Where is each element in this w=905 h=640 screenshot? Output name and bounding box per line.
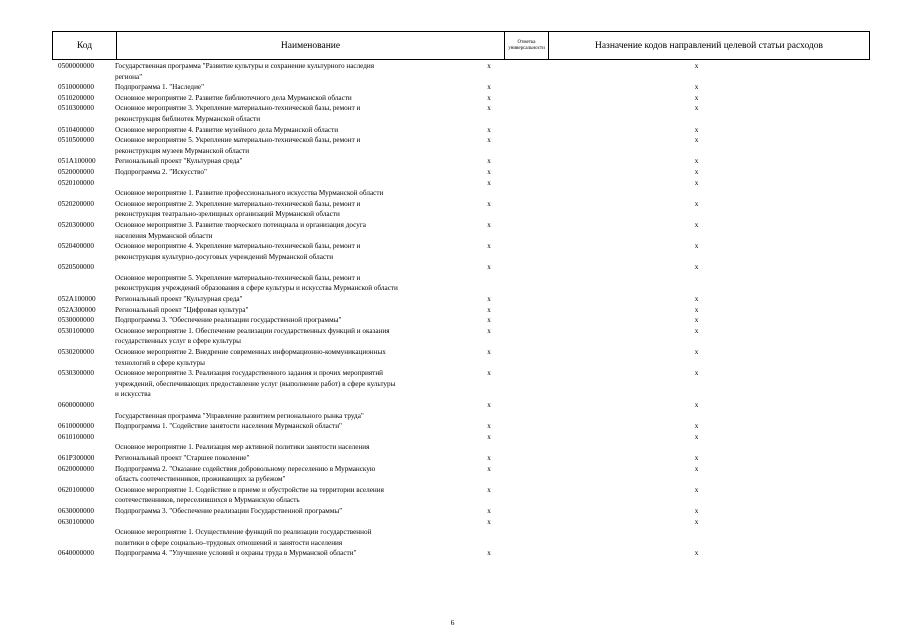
header-destination: Назначение кодов направлений целевой статьи расходов bbox=[594, 40, 823, 51]
table-row bbox=[52, 156, 870, 167]
row-name: Подпрограмма 4. "Улучшение условий и охраны труда в Мурманской области" bbox=[115, 549, 357, 558]
table-row bbox=[52, 167, 870, 178]
row-code: 0620000000 bbox=[58, 464, 94, 473]
row-destination-mark: x bbox=[694, 220, 699, 229]
table-header bbox=[52, 31, 870, 60]
row-destination-mark: x bbox=[694, 348, 699, 357]
row-destination-mark: x bbox=[694, 93, 699, 102]
row-destination-mark: x bbox=[694, 485, 699, 494]
row-code: 0510500000 bbox=[58, 136, 94, 145]
header-flag: Отметка универсальности bbox=[505, 32, 549, 59]
row-name: Основное мероприятие 5. Укрепление материально-технической базы, ремонт и реконструкция музеев Мурманской области bbox=[115, 136, 361, 155]
row-name: Основное мероприятие 2. Укрепление материально-технической базы, ремонт и реконструкция театрально-зрелищных организаций Мурманской области bbox=[115, 199, 361, 219]
row-flag-mark: x bbox=[487, 199, 491, 208]
table-row bbox=[52, 220, 870, 241]
table-row bbox=[52, 262, 870, 294]
row-destination-mark: x bbox=[694, 432, 699, 441]
table-row bbox=[52, 506, 870, 517]
row-code: 0520300000 bbox=[58, 220, 94, 229]
row-destination-mark: x bbox=[694, 369, 699, 378]
table-row bbox=[52, 548, 870, 559]
row-code: 052A300000 bbox=[58, 305, 96, 314]
table-row bbox=[52, 517, 870, 549]
row-destination-mark: x bbox=[694, 506, 699, 515]
row-name: Подпрограмма 2. "Оказание содействия добровольному переселению в Мурманскую область соотечественников, проживающих за рубежом" bbox=[115, 464, 376, 484]
row-name: Подпрограмма 2. "Искусство" bbox=[115, 167, 207, 176]
table-row bbox=[52, 400, 870, 421]
row-destination-mark: x bbox=[694, 517, 699, 526]
row-destination-mark: x bbox=[694, 453, 699, 462]
row-code: 0510300000 bbox=[58, 104, 94, 113]
row-name: Подпрограмма 1. "Содействие занятости населения Мурманской области" bbox=[115, 422, 342, 431]
row-destination-mark: x bbox=[694, 83, 699, 92]
row-code: 0520100000 bbox=[58, 178, 94, 187]
row-flag-mark: x bbox=[487, 62, 491, 70]
row-flag-mark: x bbox=[487, 93, 491, 102]
row-name: Региональный проект "Культурная среда" bbox=[115, 157, 243, 166]
row-destination-mark: x bbox=[694, 549, 699, 558]
row-flag-mark: x bbox=[487, 453, 491, 462]
row-code: 0510200000 bbox=[58, 93, 94, 102]
header-code: Код bbox=[53, 32, 117, 59]
row-name: Региональный проект "Культурная среда" bbox=[115, 295, 243, 304]
row-destination-mark: x bbox=[694, 326, 699, 335]
table-row bbox=[52, 432, 870, 453]
row-name: Основное мероприятие 4. Развитие музейного дела Мурманской области bbox=[115, 125, 339, 134]
row-flag-mark: x bbox=[487, 369, 491, 378]
row-flag-mark: x bbox=[487, 157, 491, 166]
row-code: 0520500000 bbox=[58, 263, 94, 272]
row-code: 0510400000 bbox=[58, 125, 94, 134]
table-row bbox=[52, 453, 870, 464]
table-row bbox=[52, 125, 870, 136]
table-row bbox=[52, 199, 870, 220]
row-flag-mark: x bbox=[487, 263, 491, 272]
row-destination-mark: x bbox=[694, 263, 699, 272]
row-destination-mark: x bbox=[694, 295, 699, 304]
row-flag-mark: x bbox=[487, 464, 491, 473]
table-row bbox=[52, 103, 870, 124]
row-flag-mark: x bbox=[487, 326, 491, 335]
table-row bbox=[52, 421, 870, 432]
row-flag-mark: x bbox=[487, 316, 491, 325]
row-name: Основное мероприятие 2. Развитие библиотечного дела Мурманской области bbox=[115, 93, 352, 102]
row-name: Основное мероприятие 4. Укрепление материально-технической базы, ремонт и реконструкция культурно-досуговых учреждений Мурманской области bbox=[115, 242, 361, 261]
row-code: 0520000000 bbox=[58, 167, 94, 176]
row-name: Региональный проект "Старшее поколение" bbox=[115, 453, 250, 462]
row-destination-mark: x bbox=[694, 125, 699, 134]
row-code: 0610100000 bbox=[58, 432, 94, 441]
row-code: 0600000000 bbox=[58, 401, 94, 409]
row-name: Основное мероприятие 3. Укрепление материально-технической базы, ремонт и реконструкция библиотек Мурманской области bbox=[115, 104, 361, 123]
row-name: Основное мероприятие 5. Укрепление материально-технической базы, ремонт и реконструкция учреждений образования в сфере культуры и искусства Мурманской области bbox=[115, 273, 398, 293]
row-code: 0630100000 bbox=[58, 517, 94, 526]
row-flag-mark: x bbox=[487, 348, 491, 357]
table-row bbox=[52, 326, 870, 347]
row-destination-mark: x bbox=[694, 242, 699, 251]
table-row bbox=[52, 82, 870, 93]
row-code: 052A100000 bbox=[58, 295, 96, 304]
row-name: Государственная программа "Управление развитием регионального рынка труда" bbox=[115, 411, 364, 420]
row-name: Региональный проект "Цифровая культура" bbox=[115, 305, 249, 314]
row-destination-mark: x bbox=[694, 316, 699, 325]
row-destination-mark: x bbox=[694, 199, 699, 208]
row-code: 0530200000 bbox=[58, 348, 94, 357]
row-name: Основное мероприятие 3. Развитие творческого потенциала и организация досуга населения Мурманской области bbox=[115, 220, 366, 240]
table-row bbox=[52, 315, 870, 326]
row-code: 0530300000 bbox=[58, 369, 94, 378]
table-row bbox=[52, 347, 870, 368]
row-flag-mark: x bbox=[487, 549, 491, 558]
row-name: Основное мероприятие 1. Развитие профессионального искусства Мурманской области bbox=[115, 189, 384, 198]
row-destination-mark: x bbox=[694, 157, 699, 166]
row-code: 0520400000 bbox=[58, 242, 94, 251]
row-code: 0530100000 bbox=[58, 326, 94, 335]
row-name: Основное мероприятие 1. Осуществление функций по реализации государственной политики в сфере социально–трудовых отношений и занятости населения bbox=[115, 528, 372, 547]
header-name: Наименование bbox=[117, 32, 505, 59]
row-name: Основное мероприятие 2. Внедрение современных информационно-коммуникационных технологий в сфере культуры bbox=[115, 348, 386, 367]
table-row bbox=[52, 368, 870, 400]
row-code: 0640000000 bbox=[58, 549, 94, 558]
row-code: 0500000000 bbox=[58, 62, 94, 70]
row-name: Основное мероприятие 1. Реализация мер активной политики занятости населения bbox=[115, 443, 370, 452]
row-code: 061P300000 bbox=[58, 453, 95, 462]
row-name: Основное мероприятие 3. Реализация государственного задания и прочих мероприятий учреждений, обеспечивающих предоставление услуг (выполнение работ) в сфере культуры и искусства bbox=[115, 369, 396, 399]
row-name: Подпрограмма 1. "Наследие" bbox=[115, 83, 205, 92]
row-destination-mark: x bbox=[694, 178, 699, 187]
row-flag-mark: x bbox=[487, 136, 491, 145]
table-row bbox=[52, 485, 870, 506]
row-code: 0610000000 bbox=[58, 422, 94, 431]
row-code: 0510000000 bbox=[58, 83, 94, 92]
row-code: 0530000000 bbox=[58, 316, 94, 325]
row-flag-mark: x bbox=[487, 242, 491, 251]
row-destination-mark: x bbox=[694, 401, 699, 409]
row-destination-mark: x bbox=[694, 167, 699, 176]
row-flag-mark: x bbox=[487, 401, 491, 409]
page-number: 6 bbox=[450, 618, 455, 627]
row-flag-mark: x bbox=[487, 517, 491, 526]
row-flag-mark: x bbox=[487, 220, 491, 229]
row-name: Основное мероприятие 1. Содействие в приеме и обустройстве на территории вселения соотечественников, переселившихся в Мурманскую область bbox=[115, 485, 384, 505]
row-flag-mark: x bbox=[487, 485, 491, 494]
row-destination-mark: x bbox=[694, 62, 699, 70]
row-name: Государственная программа "Развитие культуры и сохранение культурного наследия региона" bbox=[115, 62, 375, 81]
row-flag-mark: x bbox=[487, 305, 491, 314]
table-row bbox=[52, 135, 870, 156]
row-destination-mark: x bbox=[694, 422, 699, 431]
table-row bbox=[52, 305, 870, 316]
row-flag-mark: x bbox=[487, 432, 491, 441]
row-name: Основное мероприятие 1. Обеспечение реализации государственных функций и оказания государственных услуг в сфере культуры bbox=[115, 326, 390, 346]
row-code: 051A100000 bbox=[58, 157, 96, 166]
table-row bbox=[52, 61, 870, 82]
row-flag-mark: x bbox=[487, 83, 491, 92]
table-row bbox=[52, 464, 870, 485]
row-flag-mark: x bbox=[487, 167, 491, 176]
table-row bbox=[52, 93, 870, 104]
row-flag-mark: x bbox=[487, 125, 491, 134]
row-destination-mark: x bbox=[694, 305, 699, 314]
row-flag-mark: x bbox=[487, 104, 491, 113]
table-body bbox=[52, 61, 870, 559]
row-flag-mark: x bbox=[487, 506, 491, 515]
row-destination-mark: x bbox=[694, 136, 699, 145]
row-name: Подпрограмма 3. "Обеспечение реализации Государственной программы" bbox=[115, 506, 343, 515]
row-code: 0520200000 bbox=[58, 199, 94, 208]
table-row bbox=[52, 294, 870, 305]
table-row bbox=[52, 178, 870, 199]
table-row bbox=[52, 241, 870, 262]
row-flag-mark: x bbox=[487, 295, 491, 304]
row-code: 0630000000 bbox=[58, 506, 94, 515]
row-destination-mark: x bbox=[694, 104, 699, 113]
row-name: Подпрограмма 3. "Обеспечение реализации государственной программы" bbox=[115, 316, 342, 325]
row-destination-mark: x bbox=[694, 464, 699, 473]
row-flag-mark: x bbox=[487, 422, 491, 431]
row-flag-mark: x bbox=[487, 178, 491, 187]
row-code: 0620100000 bbox=[58, 485, 94, 494]
